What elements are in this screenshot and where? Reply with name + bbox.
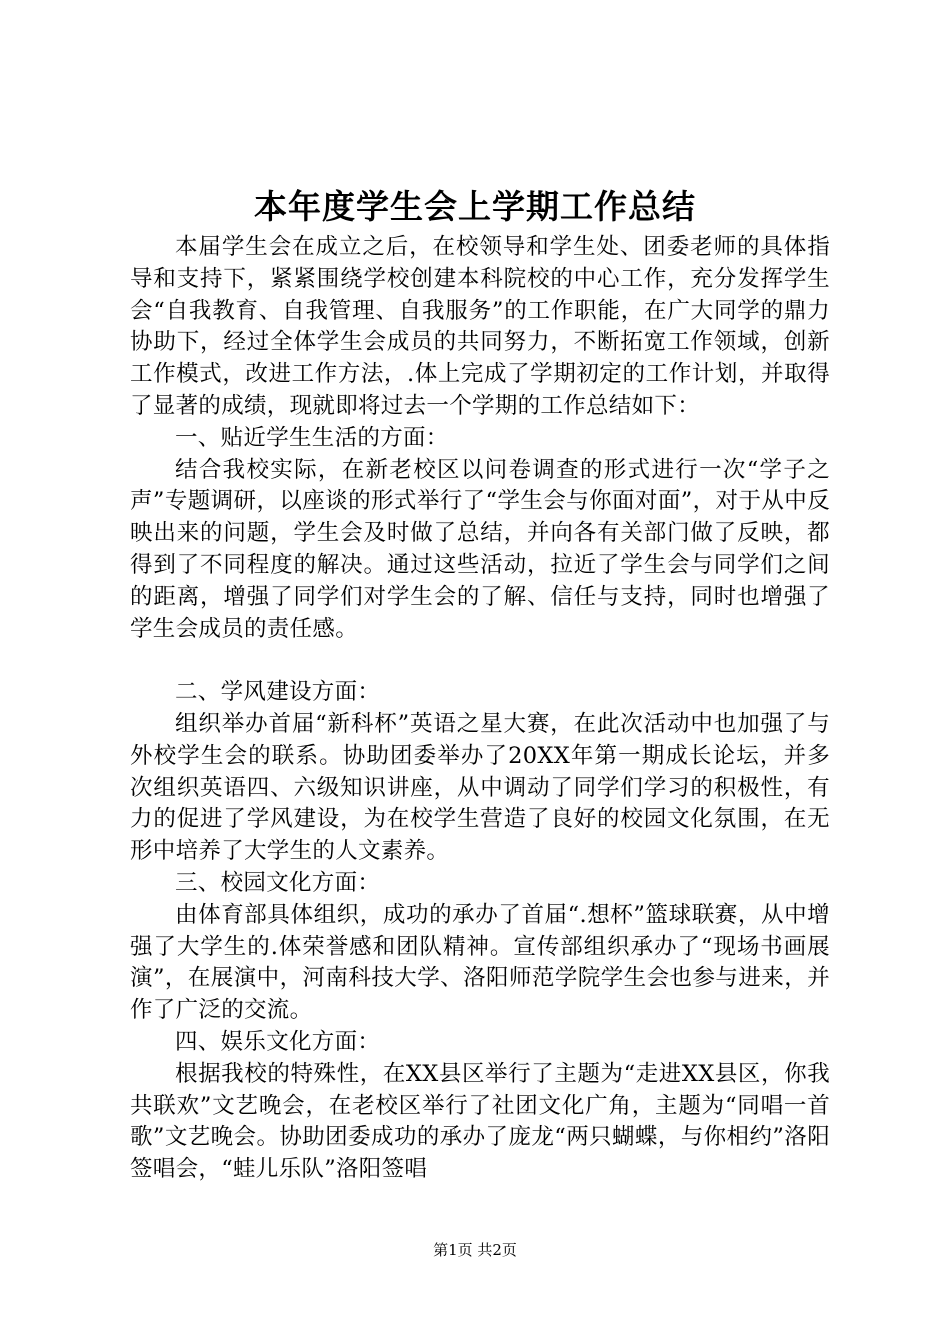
- paragraph-spacer: [130, 645, 830, 677]
- page-footer: 第1页 共2页: [433, 1241, 517, 1259]
- section-heading-study-style: 二、学风建设方面：: [175, 679, 381, 706]
- section-heading-student-life: 一、贴近学生生活的方面：: [175, 424, 449, 451]
- entertainment-paragraph: 根据我校的特殊性，在XX县区举行了主题为“走进XX县区，你我共联欢”文艺晚会，在老校区举行了社团文化广角，主题为“同唱一首歌”文艺晚会。协助团委成功的承办了庞龙“两只蝴蝶，与你相约”洛阳签唱会，“蛙儿乐队”洛阳签唱: [130, 1060, 830, 1183]
- student-life-paragraph: 结合我校实际，在新老校区以问卷调查的形式进行一次“学子之声”专题调研，以座谈的形式举行了“学生会与你面对面”，对于从中反映出来的问题，学生会及时做了总结，并向各有关部门做了反映，都得到了不同程度的解决。通过这些活动，拉近了学生会与同学们之间的距离，增强了同学们对学生会的了解、信任与支持，同时也增强了学生会成员的责任感。: [130, 456, 830, 642]
- intro-paragraph: 本届学生会在成立之后，在校领导和学生处、团委老师的具体指导和支持下，紧紧围绕学校创建本科院校的中心工作，充分发挥学生会“自我教育、自我管理、自我服务”的工作职能，在广大同学的鼎力协助下，经过全体学生会成员的共同努力，不断拓宽工作领域，创新工作模式，改进工作方法，.体上完成了学期初定的工作计划，并取得了显著的成绩，现就即将过去一个学期的工作总结如下：: [130, 234, 830, 419]
- campus-culture-paragraph: 由体育部具体组织，成功的承办了首届“.想杯”篮球联赛，从中增强了大学生的.体荣誉感和团队精神。宣传部组织承办了“现场书画展演”，在展演中，河南科技大学、洛阳师范学院学生会也参与进来，并作了广泛的交流。: [130, 901, 830, 1024]
- document-body: [130, 232, 830, 1186]
- section-heading-campus-culture: 三、校园文化方面：: [175, 869, 381, 896]
- section-heading-entertainment: 四、娱乐文化方面：: [175, 1028, 381, 1055]
- study-style-paragraph: 组织举办首届“新科杯”英语之星大赛，在此次活动中也加强了与外校学生会的联系。协助团委举办了20XX年第一期成长论坛，并多次组织英语四、六级知识讲座，从中调动了同学们学习的积极性，有力的促进了学风建设，为在校学生营造了良好的校园文化氛围，在无形中培养了大学生的人文素养。: [130, 710, 830, 865]
- document-title: 本年度学生会上学期工作总结: [254, 187, 696, 226]
